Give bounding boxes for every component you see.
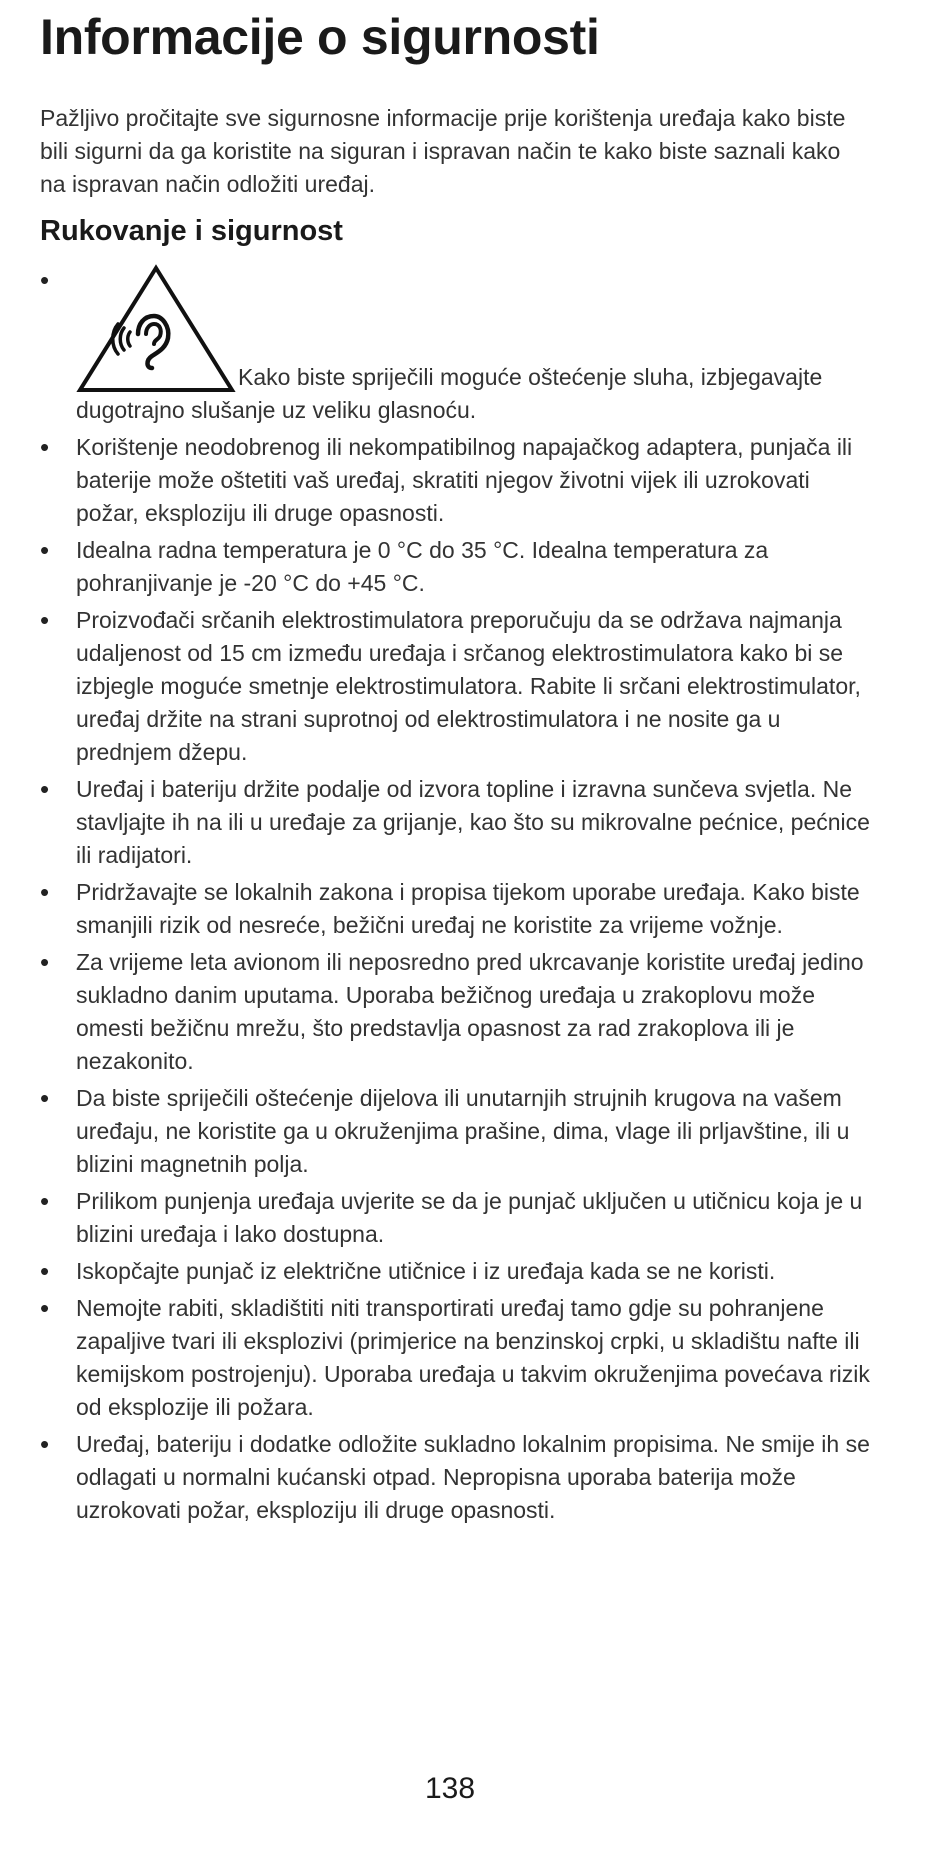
bullet-dot: •: [40, 947, 50, 977]
list-item: [40, 1255, 870, 1288]
bullet-dot: •: [40, 1083, 50, 1113]
list-item: [40, 1428, 870, 1527]
list-item-text: Korištenje neodobrenog ili nekompatibilnog napajačkog adaptera, punjača ili baterije može oštetiti vaš uređaj, skratiti njegov životni vijek ili uzrokovati požar, eksploziju ili druge opasnosti.: [76, 434, 853, 526]
list-item-text: Uređaj, bateriju i dodatke odložite sukladno lokalnim propisima. Ne smije ih se odlagati u normalni kućanski otpad. Nepropisna uporaba baterija može uzrokovati požar, eksploziju ili druge opasnosti.: [76, 1431, 870, 1523]
list-item: [40, 604, 870, 769]
bullet-dot: •: [40, 1293, 50, 1323]
list-item: [40, 431, 870, 530]
bullet-dot: •: [40, 877, 50, 907]
list-item: [40, 876, 870, 942]
safety-list: [40, 264, 870, 1527]
list-item-text: Kako biste spriječili moguće oštećenje sluha, izbjegavajte dugotrajno slušanje uz veliku glasnoću.: [76, 364, 823, 423]
list-item-text: Proizvođači srčanih elektrostimulatora preporučuju da se održava najmanja udaljenost od 15 cm između uređaja i srčanog elektrostimulatora kako bi se izbjegle moguće smetnje elektrostimulatora. Rabite li srčani elektrostimulator, uređaj držite na strani suprotnoj od elektrostimulatora i ne nosite ga u prednjem džepu.: [76, 607, 861, 765]
hearing-warning-icon: [76, 264, 236, 394]
list-item: [40, 773, 870, 872]
page-number: 138: [424, 1772, 476, 1805]
list-item-text: Iskopčajte punjač iz električne utičnice i iz uređaja kada se ne koristi.: [76, 1258, 776, 1284]
bullet-dot: •: [40, 774, 50, 804]
bullet-dot: •: [40, 1186, 50, 1216]
list-item: [40, 946, 870, 1078]
section-heading: Rukovanje i sigurnost: [40, 215, 343, 247]
list-item-text: Prilikom punjenja uređaja uvjerite se da je punjač uključen u utičnicu koja je u blizini uređaja i lako dostupna.: [76, 1188, 863, 1247]
list-item-text: Za vrijeme leta avionom ili neposredno pred ukrcavanje koristite uređaj jedino sukladno danim uputama. Uporaba bežičnog uređaja u zrakoplovu može omesti bežičnu mrežu, što predstavlja opasnost za rad zrakoplova ili je nezakonito.: [76, 949, 864, 1074]
bullet-dot: •: [40, 535, 50, 565]
bullet-dot: •: [40, 605, 50, 635]
list-item-text: Da biste spriječili oštećenje dijelova ili unutarnjih strujnih krugova na vašem uređaju, ne koristite ga u okruženjima prašine, dima, vlage ili prljavštine, ili u blizini magnetnih polja.: [76, 1085, 850, 1177]
document-page: [40, 0, 870, 1531]
intro-paragraph: Pažljivo pročitajte sve sigurnosne informacije prije korištenja uređaja kako biste bili sigurni da ga koristite na siguran i ispravan način te kako biste saznali kako na ispravan način odložiti uređaj.: [40, 105, 846, 197]
list-item-text: Nemojte rabiti, skladištiti niti transportirati uređaj tamo gdje su pohranjene zapaljive tvari ili eksplozivi (primjerice na benzinskoj crpki, u skladištu nafte ili kemijskom postrojenju). Uporaba uređaja u takvim okruženjima povećava rizik od eksplozije ili požara.: [76, 1295, 870, 1420]
bullet-dot: •: [40, 1256, 50, 1286]
list-item: [40, 1185, 870, 1251]
list-item: [40, 534, 870, 600]
list-item: [40, 264, 870, 427]
list-item: [40, 1082, 870, 1181]
list-item-text: Idealna radna temperatura je 0 °C do 35 °C. Idealna temperatura za pohranjivanje je -20 °C do +45 °C.: [76, 537, 769, 596]
list-item-text: Uređaj i bateriju držite podalje od izvora topline i izravna sunčeva svjetla. Ne stavljajte ih na ili u uređaje za grijanje, kao što su mikrovalne pećnice, pećnice ili radijatori.: [76, 776, 870, 868]
bullet-dot: •: [40, 432, 50, 462]
bullet-dot: •: [40, 265, 50, 295]
list-item-text: Pridržavajte se lokalnih zakona i propisa tijekom uporabe uređaja. Kako biste smanjili rizik od nesreće, bežični uređaj ne koristite za vrijeme vožnje.: [76, 879, 860, 938]
list-item: [40, 1292, 870, 1424]
bullet-dot: •: [40, 1429, 50, 1459]
page-title: Informacije o sigurnosti: [40, 9, 600, 65]
